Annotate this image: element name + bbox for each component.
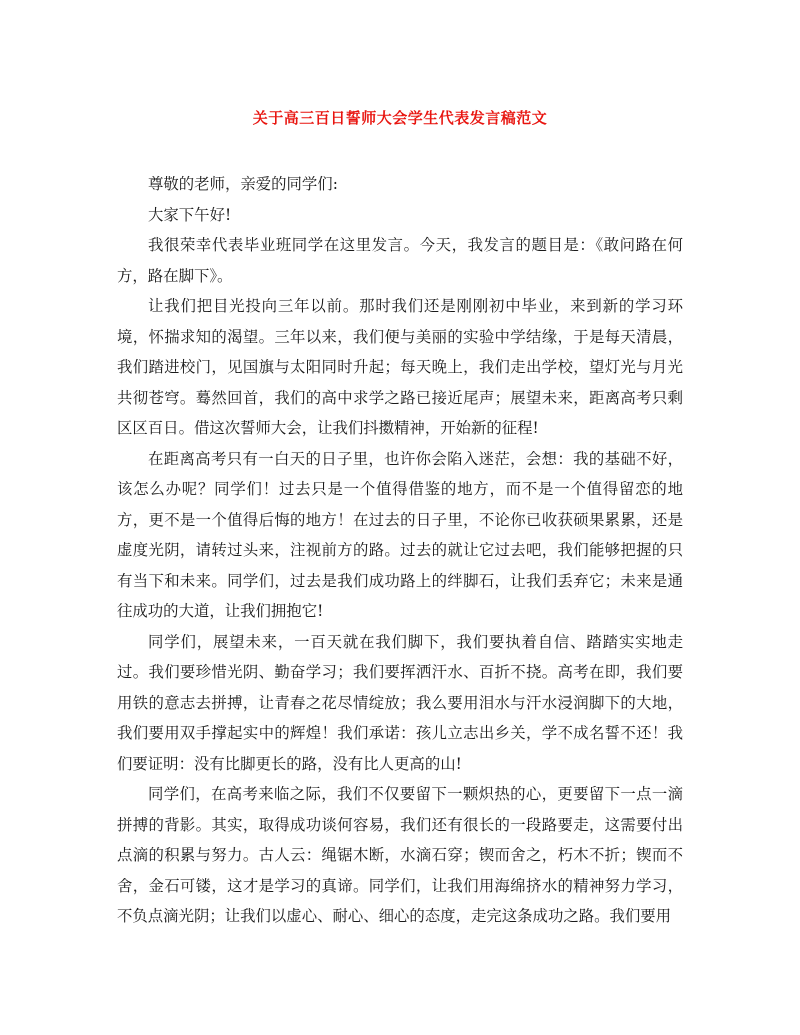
paragraph-three-years: 让我们把目光投向三年以前。那时我们还是刚刚初中毕业，来到新的学习环境，怀揣求知的渴望。三年以来，我们便与美丽的实验中学结缘，于是每天清晨，我们踏进校门，见国旗与太阳同时升起；每天晚上，我们走出学校，望灯光与月光共彻苍穹。蓦然回首，我们的高中求学之路已接近尾声；展望未来，距离高考只剩区区百日。借这次誓师大会，让我们抖擞精神，开始新的征程!: [117, 297, 683, 437]
paragraph-greeting: 尊敬的老师，亲爱的同学们:: [148, 175, 338, 193]
paragraph-intro: 我很荣幸代表毕业班同学在这里发言。今天，我发言的题目是：《敢问路在何方，路在脚下》。: [117, 236, 683, 285]
document-title: 关于高三百日誓师大会学生代表发言稿范文: [252, 109, 548, 127]
paragraph-effort: 同学们，在高考来临之际，我们不仅要留下一颗炽热的心，更要留下一点一滴拼搏的背影。其实，取得成功谈何容易，我们还有很长的一段路要走，这需要付出点滴的积累与努力。古人云：绳锯木断，水滴石穿；锲而舍之，朽木不折；锲而不舍，金石可镂，这才是学习的真谛。同学们，让我们用海绵挤水的精神努力学习，不负点滴光阴；让我们以虚心、耐心、细心的态度，走完这条成功之路。我们要用: [117, 785, 683, 925]
document-body: [117, 169, 683, 932]
paragraph-past: 在距离高考只有一白天的日子里，也许你会陷入迷茫，会想：我的基础不好，该怎么办呢？同学们！过去只是一个值得借鉴的地方，而不是一个值得留恋的地方，更不是一个值得后悔的地方！在过去的日子里，不论你已收获硕果累累，还是虚度光阴，请转过头来，注视前方的路。过去的就让它过去吧，我们能够把握的只有当下和未来。同学们，过去是我们成功路上的绊脚石，让我们丢弃它；未来是通往成功的大道，让我们拥抱它!: [117, 449, 683, 620]
paragraph-salutation: 大家下午好!: [148, 205, 232, 224]
paragraph-future: 同学们，展望未来，一百天就在我们脚下，我们要执着自信、踏踏实实地走过。我们要珍惜光阴、勤奋学习；我们要挥洒汗水、百折不挠。高考在即，我们要用铁的意志去拼搏，让青春之花尽情绽放；我么要用泪水与汗水浸润脚下的大地，我们要用双手撑起实中的辉煌！我们承诺：孩儿立志出乡关，学不成名誓不还！我们要证明：没有比脚更长的路，没有比人更高的山!: [117, 632, 683, 773]
